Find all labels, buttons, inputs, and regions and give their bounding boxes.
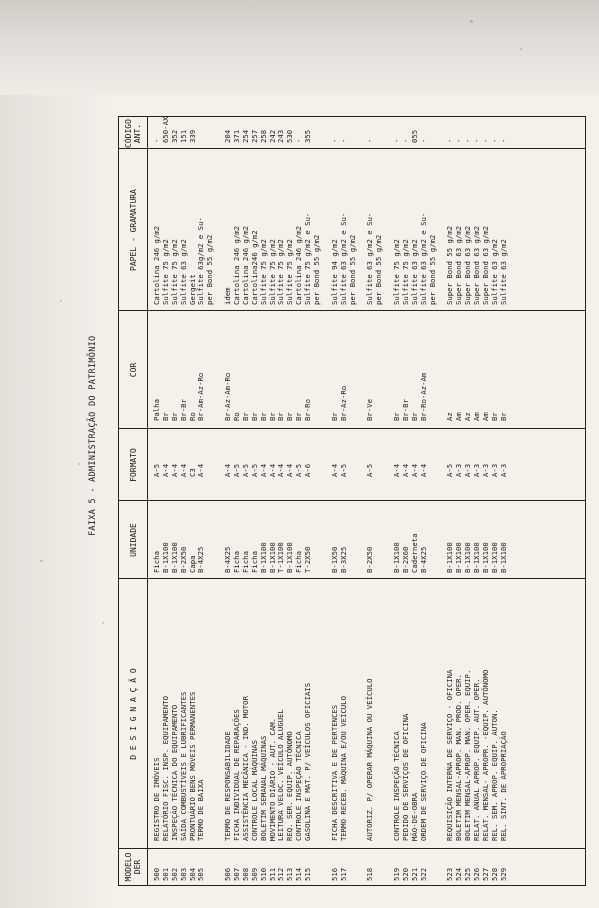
cell-formato: A-5 — [294, 463, 304, 477]
cell-designacao: INSPEÇÃO TÉCNICA DO EQUIPAMENTO — [169, 704, 179, 841]
cell-unidade: B-4X25 — [196, 546, 206, 573]
cell-designacao: RELATÓRIO FISC. INSP. EQUIPAMENTO — [160, 696, 170, 841]
cell-modelo: 501 — [160, 867, 170, 881]
cell-cor: Br-Br — [400, 399, 410, 421]
cell-cor: Ro — [232, 412, 242, 421]
cell-cor — [313, 373, 322, 421]
cell-cor — [375, 373, 384, 421]
cell-modelo: 505 — [196, 867, 206, 881]
cell-designacao: GASOLINA E MAT. P/ VEÍCULOS OFICIAIS — [303, 682, 313, 841]
cell-unidade: B-1X100 — [480, 542, 490, 573]
cell-codigo: - — [152, 138, 161, 143]
cell-codigo: - — [418, 138, 428, 143]
cell-papel: Sulfite 75 g/m2 — [160, 239, 170, 305]
cell-designacao: PEDIDO DE SERVIÇOS DE OFICINA — [400, 713, 410, 841]
cell-papel: Sulfite 63 g/m2 e Su- — [365, 212, 375, 305]
cell-formato: A-4 — [223, 463, 233, 477]
cell-designacao — [429, 670, 438, 841]
cell-papel: Sulfite 63 g/m2 — [178, 239, 188, 305]
cell-unidade — [375, 533, 384, 573]
cell-unidade: Ficha — [240, 551, 250, 573]
cell-codigo: 530 — [285, 129, 295, 143]
column-divider — [119, 148, 585, 149]
cell-cor: Am — [480, 412, 490, 421]
cell-unidade: B-1X100 — [392, 542, 402, 573]
cell-unidade: Ficha — [232, 551, 242, 573]
document-table — [118, 116, 586, 886]
cell-modelo: 523 — [445, 867, 455, 881]
cell-cor: Ro — [187, 412, 197, 421]
cell-designacao: REL. SINT. DE APROPRIAÇÃO — [498, 731, 508, 841]
cell-codigo: - — [294, 138, 304, 143]
cell-unidade: B-4X25 — [223, 546, 233, 573]
cell-papel: Super Bond 63 g/m2 — [454, 225, 464, 305]
cell-formato: A-5 — [249, 463, 259, 477]
cell-formato: A-4 — [169, 463, 179, 477]
cell-codigo: - — [338, 138, 348, 143]
column-cor — [153, 373, 509, 421]
cell-formato: C3 — [187, 468, 197, 477]
cell-designacao: BOLETIM SEMANAL MÁQUINAS — [258, 735, 268, 841]
cell-unidade: T-2X50 — [303, 546, 313, 573]
cell-cor: Br — [392, 412, 402, 421]
column-modelo — [153, 868, 509, 881]
cell-designacao: CONTROLE INSPEÇÃO TÉCNICA — [392, 731, 402, 841]
cell-designacao: MOVIMENTO DIÁRIO - AUT. CAM. — [267, 717, 277, 841]
cell-formato — [429, 464, 438, 477]
column-divider — [119, 848, 585, 849]
cell-codigo — [197, 117, 206, 143]
cell-modelo: 517 — [338, 867, 348, 881]
scan-speck — [60, 300, 62, 302]
cell-modelo: 524 — [454, 867, 464, 881]
cell-unidade: B-1X50 — [329, 546, 339, 573]
cell-designacao — [375, 670, 384, 841]
cell-papel: Sulfite 75 g/m2 — [258, 239, 268, 305]
cell-codigo: 371 — [232, 129, 242, 143]
cell-cor: Br — [409, 412, 419, 421]
cell-unidade: T-1X100 — [276, 542, 286, 573]
header-formato: FORMATO — [128, 448, 138, 482]
cell-modelo — [375, 868, 384, 881]
cell-cor: Br-Br — [178, 399, 188, 421]
cell-designacao — [206, 670, 215, 841]
cell-modelo: 520 — [400, 867, 410, 881]
cell-papel: Sulfite 63 g/m2 e Su- — [338, 212, 348, 305]
cell-designacao: CONTROLE INSPEÇÃO TÉCNICA — [294, 731, 304, 841]
cell-unidade: B-1X100 — [267, 542, 277, 573]
cell-codigo: - — [365, 138, 375, 143]
header-designacao: D E S I G N A Ç Ã O — [128, 668, 138, 760]
cell-formato: A-3 — [480, 463, 490, 477]
cell-codigo — [375, 117, 384, 143]
scan-speck — [78, 463, 80, 465]
cell-designacao: REGISTRO DE IMÓVEIS — [152, 757, 161, 841]
cell-formato: A-4 — [160, 463, 170, 477]
cell-modelo — [313, 868, 322, 881]
cell-cor: Br — [498, 412, 508, 421]
cell-formato: A-4 — [267, 463, 277, 477]
cell-designacao: PRONTUÁRIO BENS MÓVEIS PERMANENTES — [187, 691, 197, 841]
cell-codigo — [429, 117, 438, 143]
cell-cor: Br — [276, 412, 286, 421]
column-divider — [119, 428, 585, 429]
header-cor: COR — [128, 362, 138, 378]
header-unidade: UNIDADE — [128, 523, 138, 557]
cell-unidade — [349, 533, 358, 573]
cell-modelo: 526 — [472, 867, 482, 881]
cell-cor: Br-Ve — [365, 399, 375, 421]
cell-formato: A-4 — [400, 463, 410, 477]
cell-formato: A-4 — [276, 463, 286, 477]
cell-papel: Cartolina 246 g/m2 — [232, 225, 242, 305]
cell-designacao: FICHA DESCRITIVA E DE PERTENCES — [329, 704, 339, 841]
cell-cor: Br-Am-Az-Ro — [196, 372, 206, 421]
cell-codigo: 352 — [169, 129, 179, 143]
cell-modelo: 522 — [418, 867, 428, 881]
column-papel — [153, 213, 509, 305]
cell-designacao: TERMO DE BAIXA — [196, 779, 206, 841]
cell-papel: Sulfite 75 g/m2 — [400, 239, 410, 305]
scan-noise-top — [0, 0, 599, 95]
cell-unidade: Ficha — [152, 551, 161, 573]
cell-designacao: CONTROLE LOCAL MÁQUINAS — [249, 739, 259, 841]
cell-unidade: B-1X100 — [463, 542, 473, 573]
cell-modelo: 502 — [169, 867, 179, 881]
column-designacao — [153, 670, 509, 841]
cell-designacao — [313, 670, 322, 841]
cell-formato: A-4 — [392, 463, 402, 477]
column-divider — [119, 310, 585, 311]
cell-formato: A-4 — [409, 463, 419, 477]
cell-unidade — [313, 533, 322, 573]
cell-cor: Br — [249, 412, 259, 421]
cell-modelo — [349, 868, 358, 881]
cell-papel: Super Bond 63 g/m2 — [463, 225, 473, 305]
cell-designacao: RELAT. ANUAL APROP. EQUIP. AUT. OPER. — [472, 678, 482, 841]
cell-modelo — [206, 868, 215, 881]
cell-modelo: 515 — [303, 867, 313, 881]
cell-papel: Sulfite 75 g/m2 — [392, 239, 402, 305]
scan-speck — [102, 622, 104, 624]
cell-cor — [429, 373, 438, 421]
cell-codigo — [349, 117, 358, 143]
cell-cor: Br-Az-Am-Ro — [223, 372, 233, 421]
cell-cor: Br — [329, 412, 339, 421]
cell-unidade: B-1X100 — [445, 542, 455, 573]
scan-speck — [520, 48, 522, 50]
cell-codigo: - — [472, 138, 482, 143]
cell-papel: Cartolina 246 g/m2 — [152, 225, 161, 305]
cell-codigo: - — [489, 138, 499, 143]
cell-unidade: B-2X50 — [365, 546, 375, 573]
cell-designacao: LEITURA VELOC. VEÍCULO ALUGUEL — [276, 709, 286, 841]
cell-unidade: B-1X100 — [472, 542, 482, 573]
cell-codigo: 650-AX — [160, 116, 170, 143]
cell-cor: Am — [454, 412, 464, 421]
cell-unidade — [429, 533, 438, 573]
cell-modelo: 503 — [178, 867, 188, 881]
cell-formato: A-5 — [152, 463, 161, 477]
cell-codigo: 254 — [240, 129, 250, 143]
cell-cor: Br — [489, 412, 499, 421]
cell-cor: Br — [258, 412, 268, 421]
cell-designacao: REQUISIÇÃO INTERNA DE SERVIÇO - OFICINA — [445, 669, 455, 841]
cell-papel: Sulfite 75 g/m2 e Su- — [303, 212, 313, 305]
cell-formato: A-3 — [472, 463, 482, 477]
cell-modelo: 500 — [152, 867, 161, 881]
cell-formato: A-3 — [498, 463, 508, 477]
cell-formato: A-5 — [232, 463, 242, 477]
cell-designacao: ORDEM DE SERVIÇO DE OFICINA — [418, 722, 428, 841]
cell-modelo: 525 — [463, 867, 473, 881]
cell-unidade: B-1X100 — [285, 542, 295, 573]
cell-papel: Sulfite 63 g/m2 — [498, 239, 508, 305]
cell-codigo — [206, 117, 215, 143]
cell-designacao: FICHA INDIVIDUAL DE REPARAÇÕES — [232, 709, 242, 841]
cell-formato: A-4 — [178, 463, 188, 477]
cell-unidade: B-1X100 — [160, 542, 170, 573]
cell-modelo: 527 — [480, 867, 490, 881]
cell-codigo: 339 — [187, 129, 197, 143]
cell-formato — [313, 464, 322, 477]
cell-codigo: - — [445, 138, 455, 143]
cell-papel: Gergeit — [187, 274, 197, 305]
cell-papel: Sulfite 63 g/m2 — [409, 239, 419, 305]
header-papel: PAPEL - GRAMATURA — [128, 189, 138, 271]
cell-papel: Cartolina246 g/m2 — [249, 230, 259, 305]
cell-unidade: B-1X100 — [258, 542, 268, 573]
cell-cor: Br — [267, 412, 277, 421]
cell-formato: A-3 — [489, 463, 499, 477]
cell-codigo: 055 — [409, 129, 419, 143]
cell-codigo: - — [463, 138, 473, 143]
cell-designacao: BOLETIM MENSAL-APROP. MAN. PROD. OPER. — [454, 674, 464, 841]
cell-modelo: 506 — [223, 867, 233, 881]
cell-papel: per Bond 55 g/m2 — [312, 234, 322, 305]
cell-cor: Az — [445, 412, 455, 421]
cell-designacao: REL. SEM. APROP. EQUIP. AUTON. — [489, 709, 499, 841]
cell-papel: Cartolina 246 g/m2 — [240, 225, 250, 305]
cell-codigo: 151 — [178, 129, 188, 143]
cell-cor: Br — [285, 412, 295, 421]
cell-cor: Br — [160, 412, 170, 421]
cell-designacao: TERMO RECEB. MÁQUINA E/OU VEÍCULO — [338, 696, 348, 841]
cell-cor — [349, 373, 358, 421]
cell-designacao: AUTORIZ. P/ OPERAR MÁQUINA OU VEÍCULO — [365, 678, 375, 841]
cell-papel: Sulfite 75 g/m2 — [267, 239, 277, 305]
cell-formato — [349, 464, 358, 477]
cell-unidade: Capa — [187, 555, 197, 573]
cell-papel: Sulfite 63 g/m2 e Su- — [418, 212, 428, 305]
cell-papel: Sulfite 63g/m2 e Su- — [196, 217, 206, 305]
cell-modelo: 514 — [294, 867, 304, 881]
cell-codigo: 258 — [258, 129, 268, 143]
cell-formato: A-4 — [258, 463, 268, 477]
cell-designacao: TERMO DE RESPONSABILIDADE — [223, 731, 233, 841]
cell-papel: Sulfite 75 g/m2 — [285, 239, 295, 305]
header-modelo: MODELO DER — [124, 852, 142, 882]
cell-formato — [375, 464, 384, 477]
cell-unidade: B-1X100 — [498, 542, 508, 573]
scan-speck — [40, 560, 43, 562]
cell-papel: per Bond 55 g/m2 — [347, 234, 357, 305]
cell-modelo: 511 — [267, 867, 277, 881]
cell-formato: A-6 — [303, 463, 313, 477]
cell-designacao: BOLETIM MENSAL-APROP. MAN. OPER. EQUIP. — [463, 669, 473, 841]
cell-cor: Br — [240, 412, 250, 421]
cell-unidade: B-4X25 — [418, 546, 428, 573]
cell-unidade: B-1X100 — [489, 542, 499, 573]
cell-formato: A-4 — [285, 463, 295, 477]
cell-unidade — [206, 533, 215, 573]
cell-cor: Br-Ro — [303, 399, 313, 421]
cell-formato: A-5 — [338, 463, 348, 477]
header-codigo: CÓDIGO ANT. — [124, 119, 142, 148]
cell-unidade: Ficha — [249, 551, 259, 573]
cell-papel: Super Bond 63 g/m2 — [480, 225, 490, 305]
cell-codigo — [313, 117, 322, 143]
cell-codigo: 257 — [249, 129, 259, 143]
cell-codigo: - — [392, 138, 402, 143]
cell-cor — [206, 373, 215, 421]
cell-modelo: 516 — [329, 867, 339, 881]
cell-codigo: 243 — [276, 129, 286, 143]
cell-modelo: 513 — [285, 867, 295, 881]
cell-modelo: 509 — [249, 867, 259, 881]
cell-formato: A-3 — [463, 463, 473, 477]
scan-speck — [470, 20, 473, 23]
cell-modelo: 519 — [392, 867, 402, 881]
cell-codigo: - — [480, 138, 490, 143]
cell-papel: Super Bond 55 g/m2 — [445, 225, 455, 305]
cell-formato: A-4 — [196, 463, 206, 477]
cell-codigo: 242 — [267, 129, 277, 143]
cell-papel: per Bond 55 g/m2 — [427, 234, 437, 305]
column-divider — [119, 500, 585, 501]
cell-formato: A-5 — [240, 463, 250, 477]
cell-cor: Az — [463, 412, 473, 421]
cell-codigo: - — [400, 138, 410, 143]
cell-unidade: B-3X25 — [338, 546, 348, 573]
cell-papel: Super Bond 63 g/m2 — [472, 225, 482, 305]
cell-modelo: 508 — [240, 867, 250, 881]
cell-unidade: B-2X50 — [178, 546, 188, 573]
cell-modelo: 521 — [409, 867, 419, 881]
cell-formato: A-4 — [418, 463, 428, 477]
cell-unidade: B-2X60 — [400, 546, 410, 573]
section-title: FAIXA 5 - ADMINISTRAÇÃO DO PATRIMÔNIO — [88, 335, 98, 536]
cell-designacao: ASSISTÊNCIA MECÂNICA - IND. MOTOR — [240, 696, 250, 841]
cell-papel: Sulfite 63 g/m2 — [489, 239, 499, 305]
cell-designacao — [349, 670, 358, 841]
cell-codigo: - — [329, 138, 339, 143]
cell-papel: idem — [223, 287, 233, 305]
cell-formato: A-5 — [445, 463, 455, 477]
cell-designacao: SAÍDA COMBUSTÍVEIS E LUBRIFICANTES — [178, 691, 188, 841]
cell-modelo: 529 — [498, 867, 508, 881]
cell-papel: Cartolina 246 g/m2 — [294, 225, 304, 305]
cell-modelo — [429, 868, 438, 881]
cell-designacao: REQ. SER. EQUIP. AUTÔNOMO — [285, 731, 295, 841]
cell-papel: Sulfite 75 g/m2 — [276, 239, 286, 305]
cell-codigo: - — [498, 138, 508, 143]
cell-formato: A-5 — [365, 463, 375, 477]
cell-papel: per Bond 55 g/m2 — [374, 234, 384, 305]
cell-unidade: B-1X100 — [169, 542, 179, 573]
cell-modelo: 504 — [187, 867, 197, 881]
cell-modelo: 518 — [365, 867, 375, 881]
column-unidade — [153, 533, 509, 573]
column-divider — [119, 578, 585, 579]
cell-papel: per Bond 55 g/m2 — [205, 234, 215, 305]
cell-unidade: Caderneta — [409, 533, 419, 573]
cell-designacao: MÃO-DE-OBRA — [409, 792, 419, 841]
cell-cor: Am — [472, 412, 482, 421]
column-codigo — [153, 117, 509, 143]
cell-modelo: 507 — [232, 867, 242, 881]
cell-unidade: Ficha — [294, 551, 304, 573]
cell-formato — [206, 464, 215, 477]
cell-papel: Sulfite 75 g/m2 — [169, 239, 179, 305]
cell-modelo: 510 — [258, 867, 268, 881]
cell-cor: Palha — [152, 399, 161, 421]
cell-codigo: 355 — [303, 129, 313, 143]
cell-unidade: B-1X100 — [454, 542, 464, 573]
cell-designacao: RELAT. MENSAL- APROPR. -EQUIP. AUTÔNOMO — [480, 669, 490, 841]
cell-cor: Br — [294, 412, 304, 421]
cell-codigo: - — [454, 138, 464, 143]
cell-modelo: 512 — [276, 867, 286, 881]
cell-papel: Sulfite 94 g/m2 — [329, 239, 339, 305]
cell-modelo: 528 — [489, 867, 499, 881]
column-formato — [153, 464, 509, 477]
cell-cor: Br-Az-Ro — [338, 385, 348, 421]
cell-formato: A-4 — [329, 463, 339, 477]
cell-cor: Br — [169, 412, 179, 421]
cell-cor: Br-Ro-Az-Am — [418, 372, 428, 421]
cell-codigo: 204 — [223, 129, 233, 143]
cell-formato: A-3 — [454, 463, 464, 477]
